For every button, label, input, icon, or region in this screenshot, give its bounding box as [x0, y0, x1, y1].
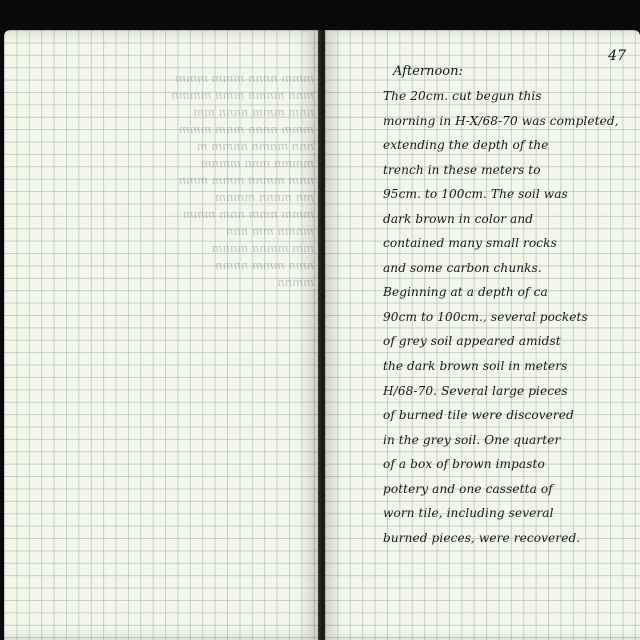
notebook: [0, 30, 640, 640]
entry-line: contained many small rocks: [383, 236, 557, 251]
handwritten-entry: [383, 84, 633, 550]
entry-line: The 20cm. cut begun this: [383, 89, 542, 103]
bleed-line: mnn mnmn mmn mmmn: [171, 88, 314, 102]
right-page: [325, 30, 640, 640]
bleed-line: mmm nmm nnm mmm: [182, 207, 314, 221]
entry-line: H/68-70. Several large pieces: [383, 383, 568, 398]
entry-line: Beginning at a depth of ca: [383, 285, 548, 300]
entry-line: of grey soil appeared amidst: [383, 334, 561, 349]
entry-line: 95cm. to 100cm. The soil was: [383, 187, 568, 202]
page-number: 47: [608, 48, 626, 64]
entry-line: the dark brown soil in meters: [383, 359, 568, 374]
entry-line: dark brown in color and: [383, 211, 534, 226]
bleed-through-text: [154, 70, 314, 291]
bleed-line: nnm mmm nnnn mm: [193, 105, 314, 119]
entry-heading: Afternoon:: [393, 64, 463, 79]
entry-line: and some carbon chunks.: [383, 260, 542, 275]
bleed-line: mmmn mnn mmnm: [200, 156, 314, 170]
bleed-line: mm mmnn mnnm: [211, 241, 314, 255]
entry-line: morning in H-X/68-70 was completed,: [383, 113, 619, 128]
entry-line: of burned tile were discovered: [383, 408, 574, 423]
bleed-line: mmm nnnn mnm mmm: [178, 122, 314, 136]
entry-line: of a box of brown impasto: [383, 457, 545, 472]
bleed-line: nmn mmm nnmn: [215, 258, 314, 272]
entry-line: in the grey soil. One quarter: [383, 432, 561, 447]
bleed-line: mmm nnnn mmm mmm: [175, 71, 314, 85]
entry-line: extending the depth of the: [383, 138, 549, 153]
left-page: [4, 30, 320, 640]
entry-line: 90cm to 100cm., several pockets: [383, 309, 588, 324]
bleed-line: nnn mnmn nnmm m: [196, 139, 314, 153]
entry-line: worn tile, including several: [383, 506, 554, 521]
bleed-line: mnmn mm nnn: [226, 224, 314, 238]
entry-line: pottery and one cassetta of: [383, 481, 553, 496]
bleed-line: mmnn: [277, 275, 314, 289]
entry-line: trench in these meters to: [383, 162, 541, 177]
bleed-line: mn mnnn mmnm: [215, 190, 314, 204]
bleed-line: nnm mmnn mmm mmn: [178, 173, 314, 187]
entry-line: burned pieces, were recovered.: [383, 530, 581, 545]
